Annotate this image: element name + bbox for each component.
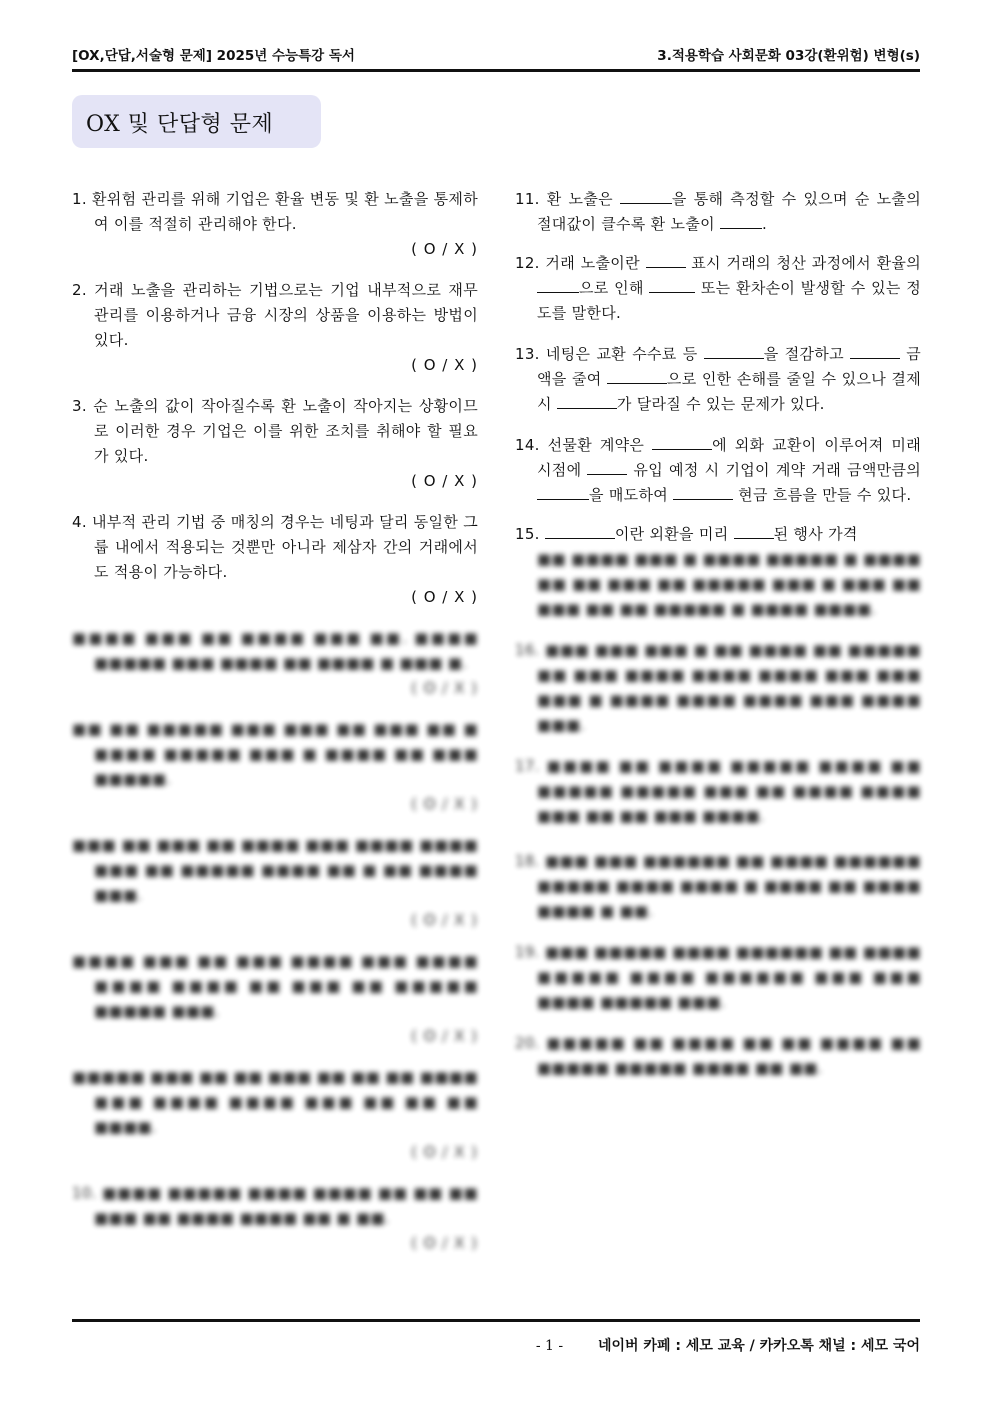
ox-choice: ( O / X ) <box>411 240 478 258</box>
question-3 <box>72 394 478 494</box>
ox-choice: ( O / X ) <box>411 472 478 490</box>
question-text: 11. 환 노출은 을 통해 측정할 수 있으며 순 노출의 절대값이 클수록 환 노출이 . <box>515 190 921 233</box>
answer-blank[interactable] <box>649 278 695 293</box>
answer-blank[interactable] <box>734 524 774 539</box>
question-5-obscured <box>72 626 478 701</box>
question-18-obscured <box>515 849 921 924</box>
ox-choice: ( O / X ) <box>411 1143 478 1161</box>
answer-blank[interactable] <box>673 485 733 500</box>
answer-blank[interactable] <box>545 524 615 539</box>
question-16-obscured <box>515 638 921 738</box>
question-text: 15. 이란 외환을 미리 된 행사 가격 <box>515 525 858 543</box>
question-12 <box>515 251 921 326</box>
header-divider <box>72 69 920 72</box>
question-15-obscured-tail <box>515 547 921 622</box>
obscured-text: ■■ ■■ ■■■■■ ■■■ ■■■ ■■ ■■■ ■■ ■ ■■■■ ■■■■■ ■■■ ■ ■■■■ ■■ ■■■ ■■■■■. <box>72 720 478 788</box>
answer-blank[interactable] <box>537 485 589 500</box>
page-number: - 1 - <box>535 1338 564 1354</box>
question-10-obscured <box>72 1181 478 1256</box>
page-header <box>72 44 920 68</box>
ox-choice: ( O / X ) <box>411 1234 478 1252</box>
question-20-obscured <box>515 1031 921 1081</box>
question-7-obscured <box>72 833 478 933</box>
answer-blank[interactable] <box>652 435 712 450</box>
question-17-obscured <box>515 754 921 829</box>
header-left-title: [OX,단답,서술형 문제] 2025년 수능특강 독서 <box>72 48 355 64</box>
question-text: 1. 환위험 관리를 위해 기업은 환율 변동 및 환 노출을 통제하여 이를 적절히 관리해야 한다. <box>72 190 478 233</box>
answer-blank[interactable] <box>607 369 667 384</box>
ox-choice: ( O / X ) <box>411 795 478 813</box>
obscured-text: 17. ■■■■ ■■ ■■■■ ■■■■■ ■■■■ ■■ ■■■■■ ■■■■■ ■■■ ■■ ■■■■ ■■■■ ■■■ ■■ ■■ ■■■ ■■■■. <box>515 757 921 825</box>
question-4 <box>72 510 478 610</box>
question-13 <box>515 342 921 417</box>
ox-choice: ( O / X ) <box>411 679 478 697</box>
question-2 <box>72 278 478 378</box>
obscured-text: 10. ■■■■ ■■■■■ ■■■■ ■■■■ ■■ ■■ ■■ ■■■ ■■ ■■■■ ■■■■ ■■ ■ ■■. <box>72 1184 478 1227</box>
obscured-questions-left <box>72 626 478 1256</box>
answer-blank[interactable] <box>850 344 900 359</box>
obscured-text: ■■■■■ ■■■ ■■ ■■ ■■■ ■■ ■■ ■■ ■■■■ ■■■ ■■■■ ■■■■ ■■■ ■■ ■■ ■■ ■■■■. <box>72 1068 478 1136</box>
obscured-questions-right <box>515 547 921 1081</box>
answer-blank[interactable] <box>537 278 579 293</box>
question-9-obscured <box>72 1065 478 1165</box>
ox-choice: ( O / X ) <box>411 356 478 374</box>
header-right-title: 3.적용학습 사회문화 03강(환위험) 변형(s) <box>657 48 920 64</box>
question-6-obscured <box>72 717 478 817</box>
obscured-text: ■■■■ ■■■ ■■ ■■■■ ■■■ ■■. ■■■■ ■■■■■ ■■■ ■■■■ ■■ ■■■■ ■ ■■■ ■. <box>72 629 478 672</box>
ox-choice: ( O / X ) <box>411 588 478 606</box>
obscured-text: ■■■ ■■ ■■■ ■■ ■■■■ ■■■ ■■■■ ■■■■ ■■■ ■■ ■■■■■ ■■■■ ■■ ■ ■■ ■■■■ ■■■. <box>72 836 478 904</box>
obscured-text: ■■■■ ■■■ ■■ ■■■ ■■■■ ■■■ ■■■■ ■■■■ ■■■■ ■■ ■■■ ■■ ■■■■■ ■■■■■ ■■■. <box>72 952 478 1020</box>
question-14 <box>515 433 921 508</box>
page-footer <box>536 1335 920 1355</box>
question-text: 4. 내부적 관리 기법 중 매칭의 경우는 네팅과 달리 동일한 그룹 내에서 적용되는 것뿐만 아니라 제삼자 간의 거래에서도 적용이 가능하다. <box>72 513 478 581</box>
obscured-text: 16. ■■■ ■■■ ■■■ ■ ■■ ■■■■ ■■ ■■■■■ ■■ ■■■ ■■■■ ■■■■ ■■■■ ■■■ ■■■ ■■■ ■ ■■■■ ■■■■ ■■■■ ■■■ ■■■■ ■■■. <box>515 641 921 734</box>
answer-blank[interactable] <box>557 394 617 409</box>
obscured-text: ■■ ■■■■ ■■■ ■ ■■■■ ■■■■■ ■ ■■■■ ■■ ■■ ■■■ ■■ ■■■■■ ■■■ ■ ■■■ ■■ ■■■ ■■ ■■ ■■■■■ ■ ■■■■ ■■■■. <box>537 550 921 618</box>
question-11 <box>515 187 921 237</box>
left-column <box>72 187 478 1256</box>
obscured-text: 20. ■■■■■ ■■ ■■■■ ■■ ■■ ■■■■ ■■ ■■■■■ ■■■■■ ■■■■ ■■ ■■. <box>515 1034 921 1077</box>
footer-divider <box>72 1319 920 1322</box>
obscured-text: 18. ■■■ ■■■ ■■■■■■ ■■ ■■■■ ■■■■■■ ■■■■■ ■■■■ ■■■■ ■ ■■■■ ■■ ■■■■ ■■■■ ■ ■■. <box>515 852 921 920</box>
question-19-obscured <box>515 940 921 1015</box>
question-text: 13. 네팅은 교환 수수료 등 을 절감하고 금액을 줄여 으로 인한 손해를 줄일 수 있으나 결제 시 가 달라질 수 있는 문제가 있다. <box>515 345 921 413</box>
answer-blank[interactable] <box>646 253 686 268</box>
answer-blank[interactable] <box>720 214 762 229</box>
section-title-box <box>72 95 321 148</box>
question-8-obscured <box>72 949 478 1049</box>
question-text: 12. 거래 노출이란 표시 거래의 청산 과정에서 환율의 으로 인해 또는 환차손이 발생할 수 있는 정도를 말한다. <box>515 254 922 322</box>
obscured-text: 19. ■■■ ■■■■■ ■■■■ ■■■■■■ ■■ ■■■■ ■■■■■ ■■■■ ■■■■■■ ■■■ ■■■ ■■■■ ■■■■■ ■■■. <box>515 943 921 1011</box>
ox-choice: ( O / X ) <box>411 911 478 929</box>
section-title: OX 및 단답형 문제 <box>86 112 274 137</box>
answer-blank[interactable] <box>587 460 627 475</box>
footer-credit: 네이버 카페 : 세모 교육 / 카카오톡 채널 : 세모 국어 <box>597 1338 920 1354</box>
question-text: 2. 거래 노출을 관리하는 기법으로는 기업 내부적으로 재무 관리를 이용하거나 금융 시장의 상품을 이용하는 방법이 있다. <box>72 281 478 349</box>
question-1 <box>72 187 478 262</box>
answer-blank[interactable] <box>704 344 764 359</box>
right-column <box>515 187 921 1081</box>
question-text: 3. 순 노출의 값이 작아질수록 환 노출이 작아지는 상황이므로 이러한 경우 기업은 이를 위한 조치를 취해야 할 필요가 있다. <box>72 397 478 465</box>
ox-choice: ( O / X ) <box>411 1027 478 1045</box>
question-text: 14. 선물환 계약은 에 외화 교환이 이루어져 미래 시점에 유입 예정 시 기업이 계약 거래 금액만큼의 을 매도하여 현금 흐름을 만들 수 있다. <box>515 436 921 504</box>
answer-blank[interactable] <box>620 189 672 204</box>
question-15 <box>515 522 921 547</box>
